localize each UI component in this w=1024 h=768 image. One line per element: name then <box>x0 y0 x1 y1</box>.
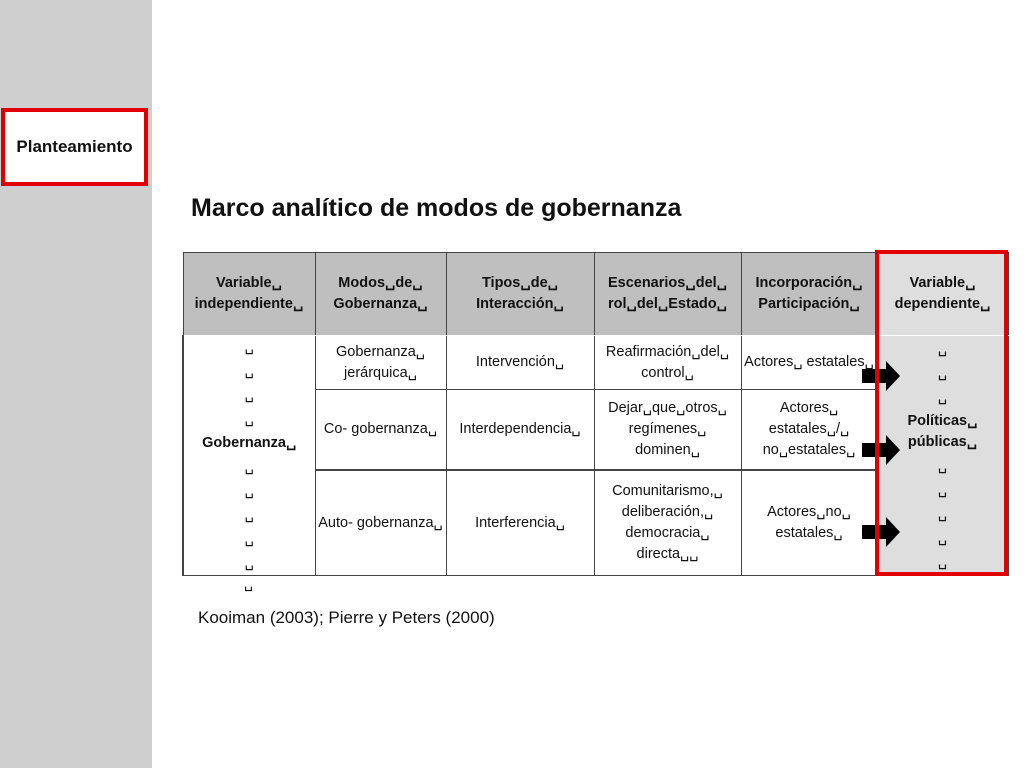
cell-participation: Actores␣ estatales␣ <box>741 336 877 390</box>
placeholder-glyph: ␣ <box>937 505 948 522</box>
dependent-variable-label: Políticas␣ públicas␣ <box>907 412 978 450</box>
placeholder-glyph: ␣ <box>244 339 254 355</box>
placeholder-glyph: ␣ <box>937 481 948 498</box>
independent-variable-cell <box>183 336 315 576</box>
slide-title: Marco analítico de modos de gobernanza <box>191 194 682 222</box>
header-dependent-variable: Variable␣ dependiente␣ <box>877 253 1008 336</box>
cell-mode: Auto- gobernanza␣ <box>315 470 446 576</box>
placeholder-glyph: ␣ <box>937 340 948 357</box>
right-arrow-icon <box>862 517 900 547</box>
source-citation: Kooiman (2003); Pierre y Peters (2000) <box>198 608 495 627</box>
cell-scenario: Reafirmación␣del␣ control␣ <box>594 336 741 390</box>
placeholder-glyph: ␣ <box>244 483 254 500</box>
cell-mode: Gobernanza␣ jerárquica␣ <box>315 336 446 390</box>
header-governance-modes: Modos␣de␣ Gobernanza␣ <box>315 253 446 336</box>
placeholder-glyph: ␣ <box>937 529 948 546</box>
right-arrow-icon <box>862 361 900 391</box>
placeholder-glyph: ␣ <box>244 459 254 476</box>
header-state-role-scenarios: Escenarios␣del␣ rol␣del␣Estado␣ <box>594 253 741 336</box>
cell-mode: Co- gobernanza␣ <box>315 390 446 470</box>
independent-variable-label: Gobernanza␣ <box>202 435 297 452</box>
header-participation: Incorporación␣ Participación␣ <box>741 253 877 336</box>
placeholder-glyph: ␣ <box>244 555 254 572</box>
placeholder-glyph: ␣ <box>244 507 254 524</box>
placeholder-glyph: ␣ <box>937 388 948 405</box>
placeholder-glyph: ␣ <box>244 363 254 380</box>
placeholder-glyph: ␣ <box>937 364 948 381</box>
placeholder-glyph: ␣ <box>937 553 948 570</box>
placeholder-glyph: ␣ <box>244 575 253 591</box>
header-interaction-types: Tipos␣de␣ Interacción␣ <box>446 253 594 336</box>
cell-interaction: Interferencia␣ <box>446 470 594 576</box>
cell-interaction: Interdependencia␣ <box>446 390 594 470</box>
cell-scenario: Dejar␣que␣otros␣ regímenes␣ dominen␣ <box>594 390 741 470</box>
cell-interaction: Intervención␣ <box>446 336 594 390</box>
placeholder-glyph: ␣ <box>937 457 948 474</box>
section-tab-planteamiento[interactable] <box>1 108 148 186</box>
cell-scenario: Comunitarismo,␣ deliberación,␣ democracia␣ directa␣␣ <box>594 470 741 576</box>
placeholder-glyph: ␣ <box>244 531 254 548</box>
placeholder-glyph: ␣ <box>244 387 254 404</box>
cell-participation: Actores␣ estatales␣/␣ no␣estatales␣ <box>741 390 877 470</box>
header-independent-variable: Variable␣ independiente␣ <box>183 253 315 336</box>
placeholder-glyph: ␣ <box>244 411 254 428</box>
section-label: Planteamiento <box>16 137 133 156</box>
cell-participation: Actores␣no␣ estatales␣ <box>741 470 877 576</box>
right-arrow-icon <box>862 435 900 465</box>
